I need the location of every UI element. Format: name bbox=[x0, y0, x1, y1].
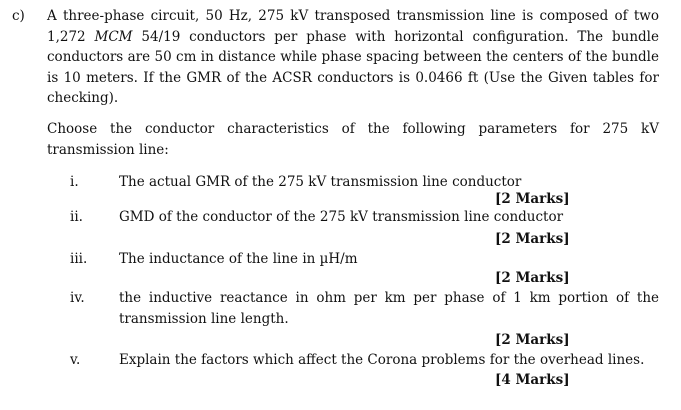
item-text-ii: GMD of the conductor of the 275 kV transmission line conductor bbox=[119, 209, 564, 225]
item-text-iii: The inductance of the line in µH/m bbox=[119, 251, 358, 267]
item-number-v: v. bbox=[70, 352, 81, 368]
item-marks-v: [4 Marks] bbox=[495, 372, 570, 388]
item-marks-iii: [2 Marks] bbox=[495, 270, 570, 286]
item-marks-ii: [2 Marks] bbox=[495, 231, 570, 247]
item-number-iii: iii. bbox=[70, 251, 88, 267]
question-label: c) bbox=[12, 8, 25, 24]
item-marks-i: [2 Marks] bbox=[495, 191, 570, 207]
item-number-i: i. bbox=[70, 174, 79, 190]
question-instruction: Choose the conductor characteristics of the following parameters for 275 kV transmission line: bbox=[47, 121, 659, 158]
intro-text-part-2: 54/19 conductors per phase with horizontal configuration. The bundle conductors are 50 cm in distance while phase spacing between the centers of the bundle is 10 meters. If the GMR of the ACSR conductors is 0.0466 ft (Use the Given tables for checking). bbox=[47, 28, 659, 106]
intro-unit-mcm: MCM bbox=[94, 28, 133, 45]
item-text-v: Explain the factors which affect the Corona problems for the overhead lines. bbox=[119, 352, 645, 368]
item-text-i: The actual GMR of the 275 kV transmission line conductor bbox=[119, 174, 522, 190]
item-marks-iv: [2 Marks] bbox=[495, 332, 570, 348]
intro-text-part-1: A three-phase circuit, 50 Hz, 275 kV transposed transmission line is composed of two 1,272 bbox=[47, 8, 659, 45]
item-number-iv: iv. bbox=[70, 290, 85, 306]
item-number-ii: ii. bbox=[70, 209, 83, 225]
question-intro bbox=[47, 6, 659, 109]
item-text-iv: the inductive reactance in ohm per km per phase of 1 km portion of the transmission line length. bbox=[119, 290, 659, 327]
